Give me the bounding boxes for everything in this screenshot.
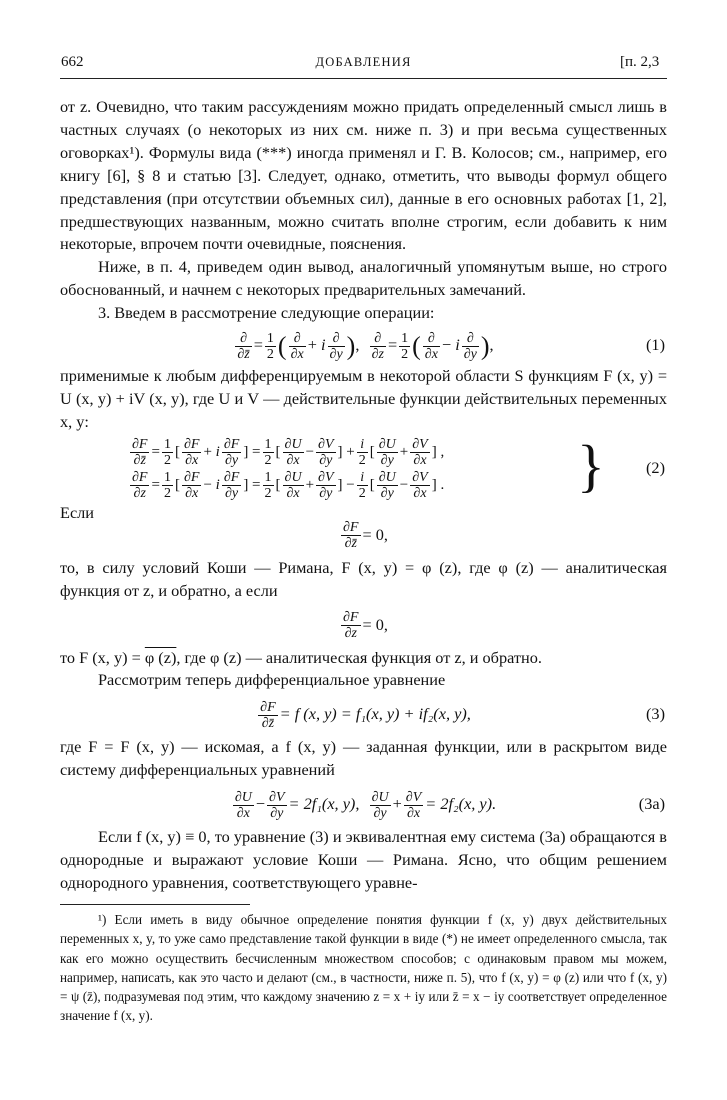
paragraph-7: то F (x, y) = φ (z), где φ (z) — аналитическая функция от z, и обратно. [60, 647, 542, 667]
equation-3a-number: (3а) [638, 794, 665, 814]
paragraph-5: Если [60, 502, 95, 522]
paragraph-8: Рассмотрим теперь дифференциальное уравнение [98, 670, 446, 690]
paragraph-1: от z. Очевидно, что таким рассуждениям можно придать определенный смысл лишь в частных случаях (о некоторых из них см. ниже п. 3) и при весьма существенных оговорках¹). Формулы вида (***) иногда применял и Г. В. Колосов; см., например, его книгу [6], § 8 и статью [3]. Следует, однако, отметить, что выводы формул общего представления (при отсутствии объемных сил), данные в его основных работах [1, 2], предшествующих названным, можно считать вполне строгим, если добавить к ним некоторые, впрочем почти очевидные, пояснения. [60, 97, 667, 254]
equation-dz-zero: $\frac{\partial F}{\partial z}$ = 0, [343, 610, 388, 642]
running-title: ДОБАВЛЕНИЯ [315, 55, 412, 69]
header-rule [60, 78, 667, 79]
right-brace: } [577, 432, 605, 498]
section-reference: [п. 2,3 [620, 54, 660, 70]
paragraph-2: Ниже, в п. 4, приведем один вывод, аналогичный упомянутым выше, но строго обоснованный, и начнем с некоторых предварительных замечаний. [60, 257, 667, 300]
running-header [0, 54, 727, 76]
equation-3a: $\frac{\partial U}{\partial x}$ − $\frac{\partial V}{\partial y}$ = 2f₁(x, y), $\frac{\partial U}{\partial y}$ + $\frac{\partial V}{\partial x}$ = 2f₂(x, y). (3а) [60, 782, 667, 826]
paragraph-10: Если f (x, y) ≡ 0, то уравнение (3) и эквивалентная ему система (3а) обращаются в однородные и выражают условие Коши — Римана. Ясно, что общим решением однородного уравнения, соответствующего уравне- [60, 827, 667, 892]
equation-2: $\frac{\partial F}{\partial z̄}$ = $\frac{1}{2}$ [ $\frac{\partial F}{\partial x}$ + i $\frac{\partial F}{\partial y}$ ] = $\frac{1}{2}$ [ $\frac{\partial U}{\partial x}$ − $\frac{\partial V}{\partial y}$ ] + $\frac{i}{2}$ [ $\frac{\partial U}{\partial y}$ + $\frac{\partial V}{\partial x}$ ] , $\frac{\partial F}{\partial z}$ = $\frac{1}{2}$ [ $\frac{\partial F}{\partial x}$ − i $\frac{\partial F}{\partial y}$ ] = $\frac{1}{2}$ [ $\frac{\partial U}{\partial x}$ + $\frac{\partial V}{\partial y}$ ] − $\frac{i}{2}$ [ $\frac{\partial U}{\partial y}$ − $\frac{\partial V}{\partial x}$ ] . } (2) [132, 432, 665, 501]
equation-1: $\frac{\partial}{\partial z̄}$ = $\frac{1}{2}$ ( $\frac{\partial}{\partial x}$ + i $\frac{\partial}{\partial y}$ ), $\frac{\partial}{\partial z}$ = $\frac{1}{2}$ ( $\frac{\partial}{\partial x}$ − i $\frac{\partial}{\partial y}$ ), (1) [60, 325, 667, 365]
paragraph-3: 3. Введем в рассмотрение следующие операции: [98, 303, 435, 323]
paragraph-9: где F = F (x, y) — искомая, а f (x, y) — заданная функции, или в раскрытом виде систему дифференциальных уравнений [60, 737, 667, 780]
footnote [60, 910, 667, 1026]
equation-2-number: (2) [646, 457, 665, 477]
equation-1-number: (1) [646, 335, 665, 355]
equation-3-number: (3) [646, 704, 665, 724]
footnote-rule [60, 904, 250, 905]
equation-3: $\frac{\partial F}{\partial z̄}$ = f (x, y) = f₁(x, y) + if₂(x, y), (3) [60, 692, 667, 736]
page-number: 662 [61, 54, 84, 70]
paragraph-4: применимые к любым дифференцируемым в некоторой области S функциям F (x, y) = U (x, y) + iV (x, y), где U и V — действительные функции действительных переменных x, y: [60, 366, 667, 431]
paragraph-6: то, в силу условий Коши — Римана, F (x, y) = φ (z), где φ (z) — аналитическая функция от z, и обратно, а если [60, 557, 667, 600]
main-text [60, 96, 667, 895]
equation-dzbar-zero: $\frac{\partial F}{\partial z̄}$ = 0, [343, 520, 388, 552]
footnote-text: ¹) Если иметь в виду обычное определение понятия функции f (x, y) двух действительных переменных x, y, то уже само представление такой функции в виде (*) не имеет определенного смысла, так как его можно осуществить бесчисленным множеством способов; с одинаковым правом мы можем, например, написать, как это часто и делают (см., в частности, ниже п. 5), что f (x, y) = φ (z) или что f (x, y) = ψ (z̄), подразумевая под этим, что каждому значению z = x + iy или z̄ = x − iy соответствует определенное значение f (x, y). [60, 912, 667, 1024]
